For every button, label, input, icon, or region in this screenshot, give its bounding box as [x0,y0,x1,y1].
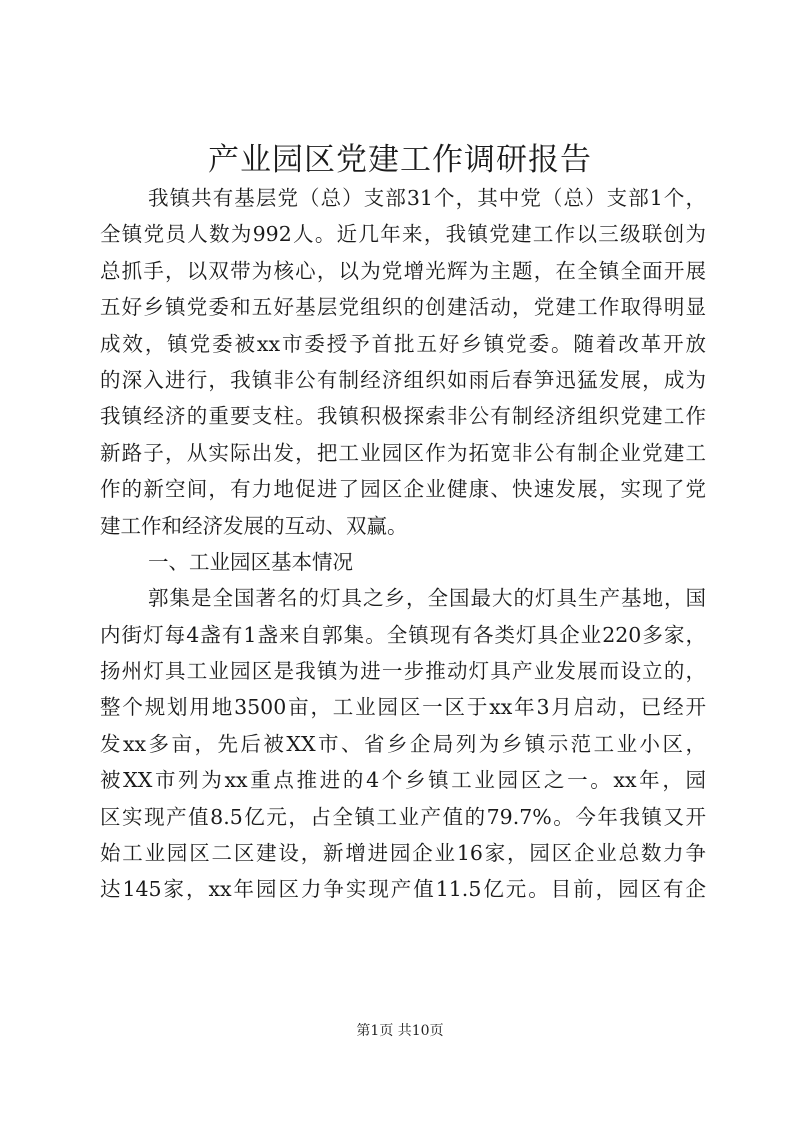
text-line: 的深入进行，我镇非公有制经济组织如雨后春笋迅猛发展，成为 [100,367,706,392]
document-body [100,180,706,908]
text-line: 新路子，从实际出发，把工业园区作为拓宽非公有制企业党建工 [100,440,706,465]
text-line: 成效，镇党委被xx市委授予首批五好乡镇党委。随着改革开放 [100,331,706,356]
text-line: 五好乡镇党委和五好基层党组织的创建活动，党建工作取得明显 [100,295,706,320]
page-footer: 第1页 共10页 [356,1023,444,1039]
text-line: 全镇党员人数为992人。近几年来，我镇党建工作以三级联创为 [100,222,706,247]
section-heading [100,544,706,580]
text-line: 始工业园区二区建设，新增进园企业16家，园区企业总数力争 [100,841,706,866]
text-line: 建工作和经济发展的互动、双赢。 [100,513,408,538]
text-line: 郭集是全国著名的灯具之乡，全国最大的灯具生产基地，国 [148,586,706,611]
page-title: 产业园区党建工作调研报告 [208,142,592,178]
text-line: 我镇共有基层党（总）支部31个，其中党（总）支部1个， [148,186,706,210]
text-line: 总抓手，以双带为核心，以为党增光辉为主题，在全镇全面开展 [100,258,706,283]
text-line: 内街灯每4盏有1盏来自郭集。全镇现有各类灯具企业220多家， [100,622,706,647]
paragraph-intro [100,180,706,544]
text-line: 扬州灯具工业园区是我镇为进一步推动灯具产业发展而设立的， [100,659,706,684]
text-line: 作的新空间，有力地促进了园区企业健康、快速发展，实现了党 [100,477,706,502]
paragraph-basic-info [100,580,706,908]
text-line: 达145家，xx年园区力争实现产值11.5亿元。目前，园区有企 [100,877,706,902]
text-line: 整个规划用地3500亩，工业园区一区于xx年3月启动，已经开 [100,695,706,720]
text-line: 被XX市列为xx重点推进的4个乡镇工业园区之一。xx年，园 [100,768,706,793]
text-line: 发xx多亩，先后被XX市、省乡企局列为乡镇示范工业小区， [100,731,706,756]
text-line: 我镇经济的重要支柱。我镇积极探索非公有制经济组织党建工作 [100,404,706,429]
text-line: 区实现产值8.5亿元，占全镇工业产值的79.7%。今年我镇又开 [100,804,706,829]
section-heading-text: 一、工业园区基本情况 [148,549,353,574]
